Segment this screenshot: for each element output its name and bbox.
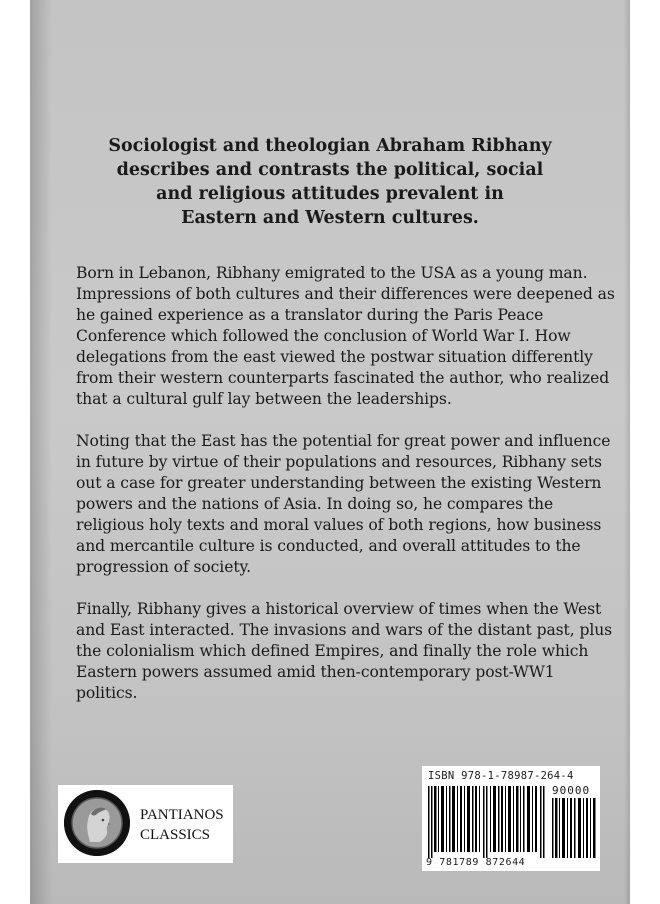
coin-portrait-icon [64,790,130,856]
addon-barcode-bars [552,798,596,858]
blurb-paragraph: Noting that the East has the potential for great power and influence in future by virtue of their populations and resources, Ribhany sets out a case for greater understanding between the existing Western powers and the nations of Asia. In doing so, he compares the religious holy texts and moral values of both regions, how business and mercantile culture is conducted, and overall attitudes to the progression of society. [76,432,611,576]
tagline-line: and religious attitudes prevalent in [156,184,504,204]
publisher-name-line: PANTIANOS [140,807,224,823]
blurb-paragraph: Born in Lebanon, Ribhany emigrated to the USA as a young man. Impressions of both cultures and their differences were deepened as he gained experience as a translator during the Paris Peace Conference which followed the conclusion of World War I. How delegations from the east viewed the postwar situation differently from their western counterparts fascinated the author, who realized that a cultural gulf lay between the leaderships. [76,264,615,408]
tagline-line: Eastern and Western cultures. [181,208,479,228]
isbn-barcode [422,766,600,871]
tagline-line: describes and contrasts the political, social [116,160,544,180]
back-cover [30,0,630,904]
publisher-name [140,805,230,845]
isbn-label: ISBN 978-1-78987-264-4 [428,770,574,782]
publisher-logo [58,785,233,863]
price-code: 90000 [552,784,591,797]
publisher-name-line: CLASSICS [140,827,211,843]
ean-barcode-bars [428,786,546,858]
blurb [76,263,616,725]
tagline-line: Sociologist and theologian Abraham Ribhany [108,136,552,156]
tagline [90,134,570,230]
blurb-paragraph: Finally, Ribhany gives a historical overview of times when the West and East interacted. The invasions and wars of the distant past, plus the colonialism which defined Empires, and finally the role which Eastern powers assumed amid then-contemporary post-WW1 politics. [76,600,613,702]
ean-digits: 9 781789 872644 [426,857,526,868]
